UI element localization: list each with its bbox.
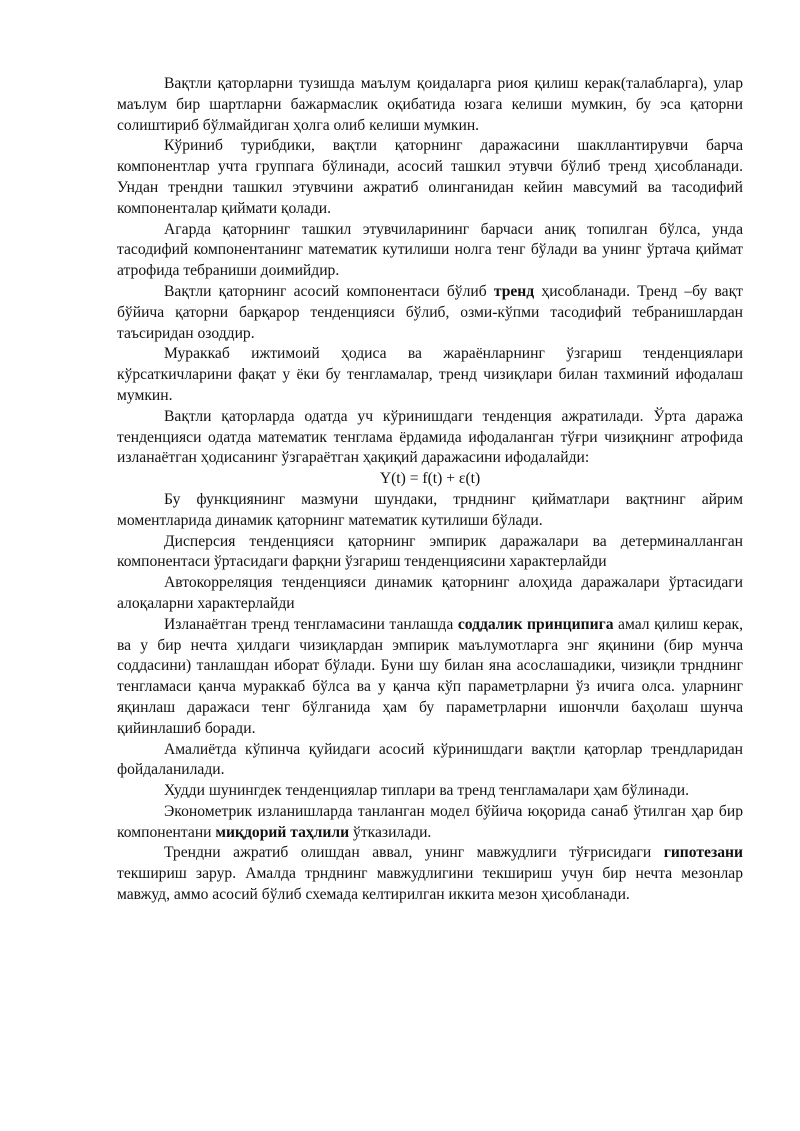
paragraph-13 (117, 802, 743, 844)
paragraph-8 (117, 532, 743, 574)
formula-text: Y(t) = f(t) + ε(t) (379, 470, 481, 488)
bold-term-hypothesis: гипотезани (663, 844, 743, 862)
bold-term-trend: тренд (493, 282, 535, 300)
paragraph-text: Кўриниб турибдики, вақтли қаторнинг даражасини шакллантирувчи барча компонентлар учта группага бўлинади, асосий ташкил этувчи бўлиб тренд ҳисобланади. Ундан трендни ташкил этувчини ажратиб олинганидан кейин мавсумий ва тасодифий компоненталар қиймати қолади. (117, 137, 743, 217)
paragraph-1 (117, 74, 743, 136)
paragraph-text: Бу функциянинг мазмуни шундаки, трнднинг қийматлари вақтнинг айрим моментларида динамик қаторнинг математик кутилиши бўлади. (117, 490, 743, 529)
formula (117, 469, 743, 490)
paragraph-text: Худди шунингдек тенденциялар типлари ва тренд тенгламалари ҳам бўлинади. (164, 782, 690, 800)
bold-term-quantitative-analysis: миқдорий таҳлили (215, 823, 350, 841)
paragraph-text: амал қилиш керак, ва у бир нечта ҳилдаги чизиқлардан эмпирик маълумотларга энг яқинини (бир мунча соддасини) танлашдан иборат бўлади. Буни шу билан яна асослашадики, чизиқли трнднинг тенгламаси қанча мураккаб бўлса ва у қанча кўп параметрларни ўз ичига олса. уларнинг яқинлаш даражаси тенг бўлганида ҳам бу параметрларни ишончли баҳолаш шунча қийинлашиб боради. (117, 615, 743, 737)
paragraph-text: Изланаётган тренд тенгламасини танлашда (164, 615, 458, 633)
paragraph-14 (117, 843, 743, 905)
document-page (117, 74, 743, 906)
paragraph-6 (117, 407, 743, 469)
paragraph-text: Вақтли қаторларда одатда уч кўринишдаги тенденция ажратилади. Ўрта даража тенденцияси одатда математик тенглама ёрдамида ифодаланган тўғри чизиқнинг атрофида изланаётган ҳодисанинг ўзгараётган ҳақиқий даражасини ифодалайди: (117, 407, 743, 467)
paragraph-7 (117, 490, 743, 532)
paragraph-11 (117, 740, 743, 782)
paragraph-text: Дисперсия тенденцияси қаторнинг эмпирик даражалари ва детерминалланган компонентаси ўртасидаги фарқни ўзгариш тенденциясини характерлайди (117, 532, 743, 571)
paragraph-4 (117, 282, 743, 344)
paragraph-text: Вақтли қаторнинг асосий компонентаси бўлиб (164, 282, 494, 300)
paragraph-text: Мураккаб ижтимоий ҳодиса ва жараёнларнинг ўзгариш тенденциялари кўрсаткичларини фақат у ёки бу тенгламалар, тренд чизиқлари билан тахминий ифодалаш мумкин. (117, 345, 743, 404)
paragraph-5 (117, 344, 743, 406)
paragraph-text: Эконометрик изланишларда танланган модел бўйича юқорида санаб ўтилган ҳар бир компонентани (117, 802, 743, 841)
paragraph-text: ўтказилади. (349, 823, 432, 841)
paragraph-9 (117, 573, 743, 615)
paragraph-text: ҳисобланади. Тренд –бу вақт бўйича қаторни барқарор тенденцияси бўлиб, озми-кўпми тасодифий тебранишлардан таъсиридан озоддир. (117, 282, 743, 342)
paragraph-text: Агарда қаторнинг ташкил этувчиларининг барчаси аниқ топилган бўлса, унда тасодифий компонентанинг математик кутилиши нолга тенг бўлади ва унинг ўртача қиймат атрофида тебраниши доимийдир. (117, 220, 743, 280)
paragraph-text: Вақтли қаторларни тузишда маълум қоидаларга риоя қилиш керак(талабларга), улар маълум бир шартларни бажармаслик оқибатида юзага келиши мумкин, бу эса қаторни солиштириб бўлмайдиган ҳолга олиб келиши мумкин. (117, 75, 743, 134)
paragraph-2 (117, 136, 743, 219)
paragraph-12 (117, 781, 743, 802)
paragraph-text: Автокорреляция тенденцияси динамик қаторнинг алоҳида даражалари ўртасидаги алоқаларни характерлайди (117, 574, 743, 612)
paragraph-10 (117, 615, 743, 740)
paragraph-text: Трендни ажратиб олишдан аввал, унинг мавжудлиги тўғрисидаги (164, 844, 664, 862)
paragraph-text: текшириш зарур. Амалда трнднинг мавжудлигини текшириш учун бир нечта мезонлар мавжуд, аммо асосий бўлиб схемада келтирилган иккита мезон ҳисобланади. (117, 865, 743, 904)
bold-term-simplicity-principle: соддалик принципига (457, 615, 614, 633)
paragraph-text: Амалиётда кўпинча қуйидаги асосий кўринишдаги вақтли қаторлар трендларидан фойдаланилади. (117, 740, 743, 779)
paragraph-3 (117, 220, 743, 282)
